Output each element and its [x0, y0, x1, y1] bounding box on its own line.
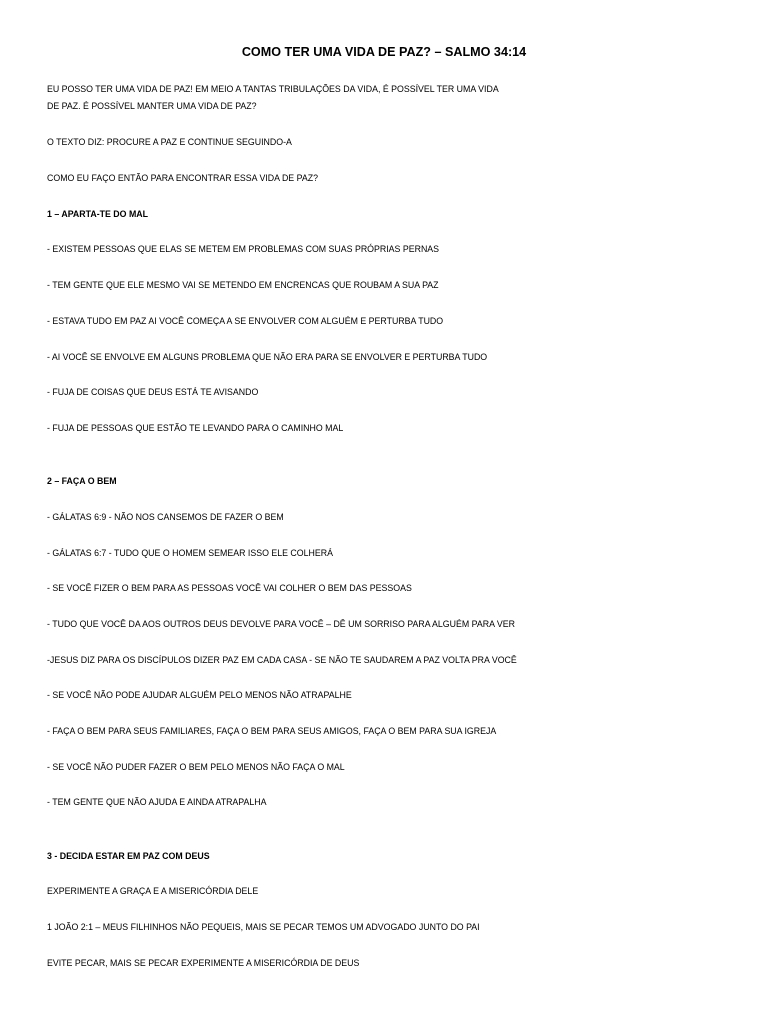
- section-2-heading: 2 – FAÇA O BEM: [47, 476, 117, 486]
- section-1-item: - FUJA DE COISAS QUE DEUS ESTÁ TE AVISANDO: [47, 387, 259, 397]
- section-1-item: - EXISTEM PESSOAS QUE ELAS SE METEM EM PROBLEMAS COM SUAS PRÓPRIAS PERNAS: [47, 244, 440, 254]
- section-3-item: EVITE PECAR, MAIS SE PECAR EXPERIMENTE A MISERICÓRDIA DE DEUS: [47, 958, 360, 968]
- intro-line-2: DE PAZ. É POSSÍVEL MANTER UMA VIDA DE PAZ?: [47, 101, 257, 111]
- section-2-item: - GÁLATAS 6:9 - NÃO NOS CANSEMOS DE FAZER O BEM: [47, 512, 284, 522]
- section-1-item: - TEM GENTE QUE ELE MESMO VAI SE METENDO EM ENCRENCAS QUE ROUBAM A SUA PAZ: [47, 280, 439, 290]
- como-faco-line: COMO EU FAÇO ENTÃO PARA ENCONTRAR ESSA VIDA DE PAZ?: [47, 173, 318, 183]
- section-1-heading: 1 – APARTA-TE DO MAL: [47, 209, 149, 219]
- section-2-item: - SE VOCÊ NÃO PODE AJUDAR ALGUÉM PELO MENOS NÃO ATRAPALHE: [47, 690, 352, 700]
- section-1-item: - ESTAVA TUDO EM PAZ AI VOCÊ COMEÇA A SE ENVOLVER COM ALGUÉM E PERTURBA TUDO: [47, 316, 444, 326]
- section-2-item: - FAÇA O BEM PARA SEUS FAMILIARES, FAÇA O BEM PARA SEUS AMIGOS, FAÇA O BEM PARA SUA IGREJA: [47, 726, 497, 736]
- document-title: COMO TER UMA VIDA DE PAZ? – SALMO 34:14: [241, 45, 527, 59]
- section-1-item: - FUJA DE PESSOAS QUE ESTÃO TE LEVANDO PARA O CAMINHO MAL: [47, 423, 344, 433]
- texto-diz-line: O TEXTO DIZ: PROCURE A PAZ E CONTINUE SEGUINDO-A: [47, 137, 292, 147]
- section-2-item: - SE VOCÊ NÃO PUDER FAZER O BEM PELO MENOS NÃO FAÇA O MAL: [47, 762, 345, 772]
- intro-line-1: EU POSSO TER UMA VIDA DE PAZ! EM MEIO A TANTAS TRIBULAÇÕES DA VIDA, É POSSÍVEL TER UMA VIDA: [47, 84, 499, 94]
- section-1-item: - AI VOCÊ SE ENVOLVE EM ALGUNS PROBLEMA QUE NÃO ERA PARA SE ENVOLVER E PERTURBA TUDO: [47, 352, 488, 362]
- section-3-heading: 3 - DECIDA ESTAR EM PAZ COM DEUS: [47, 851, 210, 861]
- section-2-item: -JESUS DIZ PARA OS DISCÍPULOS DIZER PAZ EM CADA CASA - SE NÃO TE SAUDAREM A PAZ VOLTA PRA VOCÊ: [47, 655, 517, 665]
- section-2-item: - GÁLATAS 6:7 - TUDO QUE O HOMEM SEMEAR ISSO ELE COLHERÁ: [47, 548, 333, 558]
- section-2-item: - SE VOCÊ FIZER O BEM PARA AS PESSOAS VOCÊ VAI COLHER O BEM DAS PESSOAS: [47, 583, 412, 593]
- section-2-item: - TUDO QUE VOCÊ DA AOS OUTROS DEUS DEVOLVE PARA VOCÊ – DÊ UM SORRISO PARA ALGUÉM PARA VER: [47, 619, 515, 629]
- section-2-item: - TEM GENTE QUE NÃO AJUDA E AINDA ATRAPALHA: [47, 797, 267, 807]
- section-3-item: EXPERIMENTE A GRAÇA E A MISERICÓRDIA DELE: [47, 886, 259, 896]
- section-3-item: 1 JOÃO 2:1 – MEUS FILHINHOS NÃO PEQUEIS, MAIS SE PECAR TEMOS UM ADVOGADO JUNTO DO PAI: [47, 922, 480, 932]
